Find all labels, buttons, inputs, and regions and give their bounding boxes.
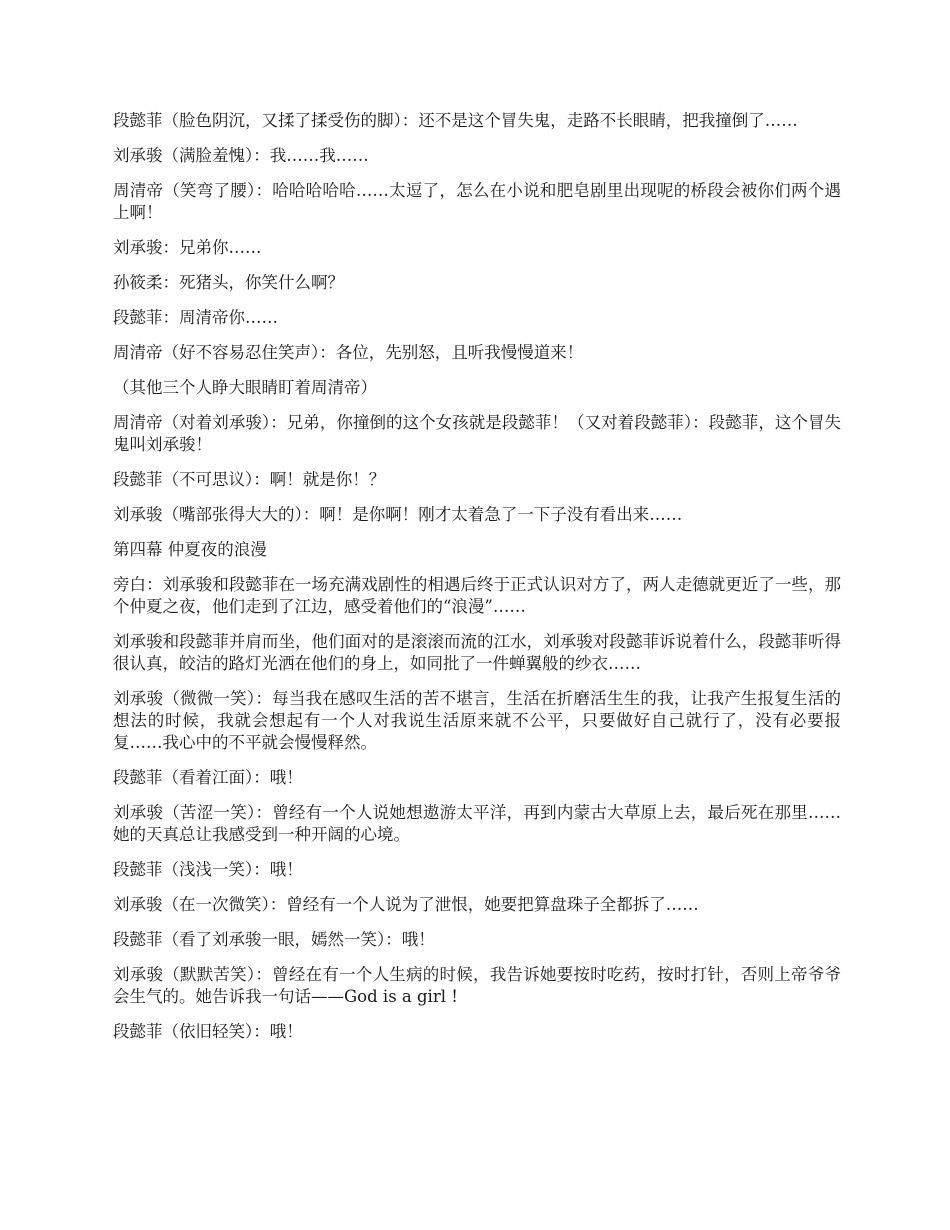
stage-direction: （其他三个人睁大眼睛盯着周清帝） [113,378,377,397]
paragraph: 刘承骏（默默苦笑）：曾经在有一个人生病的时候，我告诉她要按时吃药，按时打针，否则上帝爷爷会生气的。她告诉我一句话——God is a girl ! [113,965,841,1006]
paragraph: 段懿菲（浅浅一笑）：哦！ [113,860,303,879]
paragraph: 段懿菲（不可思议）：啊！就是你！？ [113,470,386,489]
paragraph: 刘承骏和段懿菲并肩而坐，他们面对的是滚滚而流的江水，刘承骏对段懿菲诉说着什么，段懿菲听得很认真，皎洁的路灯光洒在他们的身上，如同批了一件蝉翼般的纱衣…… [113,632,841,673]
paragraph: 段懿菲：周清帝你…… [113,308,278,327]
paragraph: 刘承骏：兄弟你…… [113,238,262,257]
document-page [113,110,841,1056]
paragraph: 刘承骏（微微一笑）：每当我在感叹生活的苦不堪言，生活在折磨活生生的我，让我产生报复生活的想法的时候，我就会想起有一个人对我说生活原来就不公平，只要做好自己就行了，没有必要报复……我心中的不平就会慢慢释然。 [113,689,841,752]
paragraph: 段懿菲（看着江面）：哦！ [113,768,303,787]
paragraph: 段懿菲（依旧轻笑）：哦！ [113,1022,303,1041]
act-heading: 第四幕 仲夏夜的浪漫 [113,540,267,559]
paragraph: 刘承骏（苦涩一笑）：曾经有一个人说她想遨游太平洋，再到内蒙古大草原上去，最后死在那里……她的天真总让我感受到一种开阔的心境。 [113,803,841,844]
paragraph: 刘承骏（满脸羞愧）：我……我…… [113,146,369,165]
paragraph: 段懿菲（看了刘承骏一眼，嫣然一笑）：哦！ [113,930,435,949]
paragraph: 周清帝（好不容易忍住笑声）：各位，先别怒，且听我慢慢道来！ [113,343,584,362]
paragraph: 孙筱柔：死猪头，你笑什么啊？ [113,273,344,292]
paragraph: 刘承骏（嘴部张得大大的）：啊！是你啊！刚才太着急了一下子没有看出来…… [113,505,683,524]
narration: 旁白：刘承骏和段懿菲在一场充满戏剧性的相遇后终于正式认识对方了，两人走德就更近了一些，那个仲夏之夜，他们走到了江边，感受着他们的“浪漫”…… [113,575,841,616]
paragraph: 段懿菲（脸色阴沉，又揉了揉受伤的脚）：还不是这个冒失鬼，走路不长眼睛，把我撞倒了…… [113,111,798,130]
paragraph: 周清帝（笑弯了腰）：哈哈哈哈哈……太逗了，怎么在小说和肥皂剧里出现呢的桥段会被你们两个遇上啊！ [113,181,841,222]
paragraph: 周清帝（对着刘承骏）：兄弟，你撞倒的这个女孩就是段懿菲！（又对着段懿菲）：段懿菲，这个冒失鬼叫刘承骏！ [113,413,841,454]
paragraph: 刘承骏（在一次微笑）：曾经有一个人说为了泄恨，她要把算盘珠子全都拆了…… [113,895,699,914]
